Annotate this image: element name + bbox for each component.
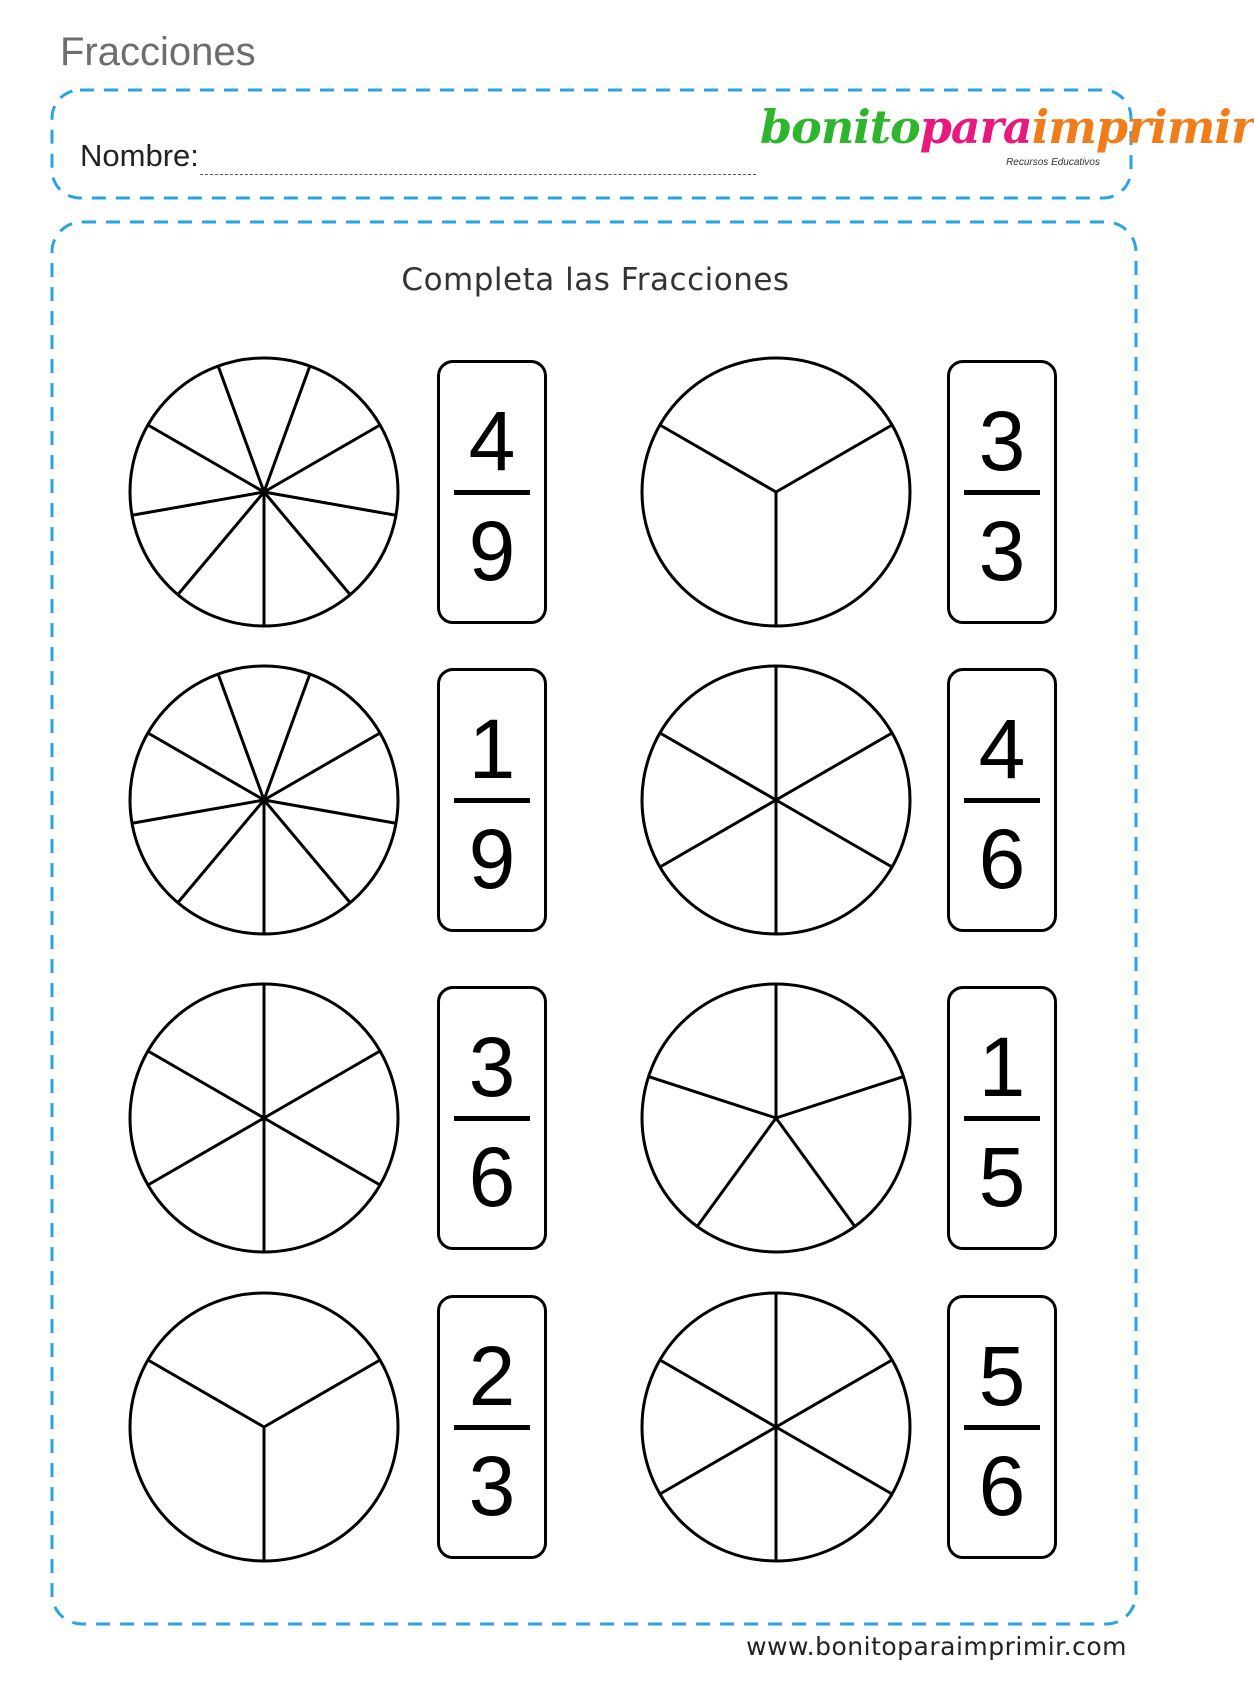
fraction-bar — [964, 1116, 1040, 1121]
fraction-denominator: 9 — [468, 812, 516, 906]
fraction-circle[interactable] — [637, 979, 915, 1257]
fraction-numerator: 2 — [468, 1329, 516, 1423]
fraction-numerator: 3 — [978, 394, 1026, 488]
logo-part-bonito: bonito — [760, 100, 920, 154]
fraction-numerator: 1 — [978, 1020, 1026, 1114]
fraction-card — [437, 986, 547, 1250]
fraction-circle[interactable] — [125, 353, 403, 631]
fraction-card — [947, 986, 1057, 1250]
fraction-circle[interactable] — [637, 1288, 915, 1566]
fraction-denominator: 9 — [468, 504, 516, 598]
fraction-numerator: 4 — [978, 702, 1026, 796]
fraction-card — [947, 1295, 1057, 1559]
fraction-denominator: 3 — [468, 1439, 516, 1533]
fraction-card — [437, 1295, 547, 1559]
fraction-numerator: 1 — [468, 702, 516, 796]
fraction-numerator: 5 — [978, 1329, 1026, 1423]
logo-subtitle: Recursos Educativos — [1006, 157, 1100, 168]
fraction-bar — [964, 798, 1040, 803]
fraction-card — [947, 360, 1057, 624]
page-title: Fracciones — [60, 30, 256, 74]
instruction: Completa las Fracciones — [401, 262, 790, 298]
fraction-bar — [454, 1425, 530, 1430]
fraction-circle[interactable] — [125, 979, 403, 1257]
fraction-circle[interactable] — [125, 1288, 403, 1566]
fraction-bar — [964, 490, 1040, 495]
fraction-card — [947, 668, 1057, 932]
fraction-bar — [454, 1116, 530, 1121]
fraction-bar — [964, 1425, 1040, 1430]
fraction-denominator: 6 — [978, 812, 1026, 906]
fraction-numerator: 4 — [468, 394, 516, 488]
fraction-card — [437, 668, 547, 932]
logo-part-imprimir: imprimir — [1031, 100, 1254, 154]
fraction-denominator: 6 — [468, 1130, 516, 1224]
name-label: Nombre: — [80, 138, 199, 173]
fraction-circle[interactable] — [637, 353, 915, 631]
fraction-numerator: 3 — [468, 1020, 516, 1114]
fraction-denominator: 3 — [978, 504, 1026, 598]
fraction-bar — [454, 798, 530, 803]
fraction-circle[interactable] — [637, 661, 915, 939]
fraction-bar — [454, 490, 530, 495]
fraction-circle[interactable] — [125, 661, 403, 939]
fraction-card — [437, 360, 547, 624]
logo-part-para: para — [919, 100, 1032, 154]
fraction-denominator: 6 — [978, 1439, 1026, 1533]
fraction-denominator: 5 — [978, 1130, 1026, 1224]
footer-url: www.bonitoparaimprimir.com — [746, 1632, 1127, 1661]
